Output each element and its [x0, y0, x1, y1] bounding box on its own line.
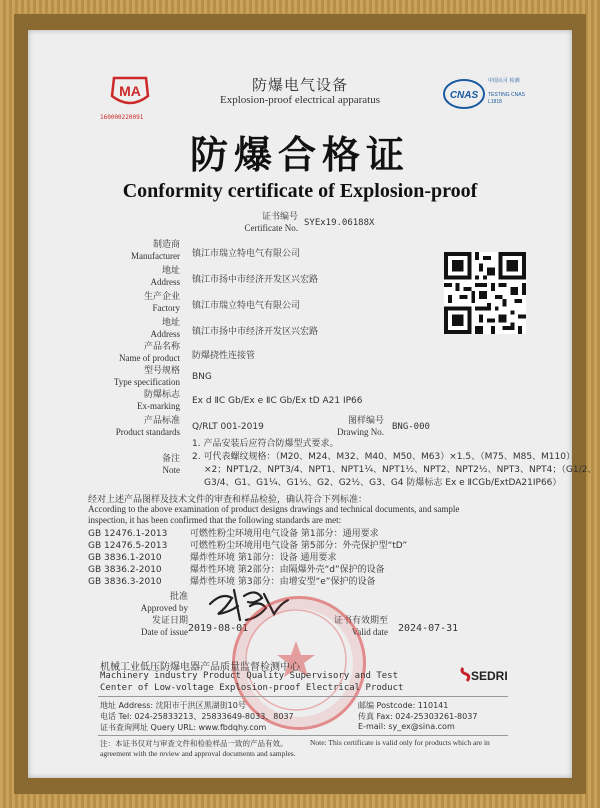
divider [98, 735, 508, 736]
footer-note-en-2: agreement with the review and approval documents and samples. [100, 749, 296, 758]
standard-code: GB 3836.1-2010 [88, 553, 162, 563]
cnas-cn-text: 中国认可 检测 [488, 78, 520, 84]
field-label-en: Type specification [113, 377, 180, 387]
examination-en-2: inspection, it has been confirmed that the following standards are met: [88, 515, 342, 525]
field-label-en: Manufacturer [131, 251, 180, 261]
field-value: 镇江市扬中市经济开发区兴宏路 [192, 327, 319, 337]
field-label-cn: 制造商 [152, 240, 180, 250]
cnas-en-text: TESTING CNAS L1818 [488, 92, 525, 105]
standard-code: GB 12476.5-2013 [88, 541, 168, 551]
org-name-en-2: Center of Low-voltage Explosion-proof Electrical Product [100, 683, 404, 693]
standard-desc: 爆炸性环境 第3部分：由增安型“e”保护的设备 [190, 577, 376, 587]
field-label-en: Address [150, 329, 180, 339]
org-name-cn: 机械工业低压防爆电器产品质量监督检测中心 [100, 662, 300, 673]
certificate-paper [28, 30, 597, 778]
standard-desc: 爆炸性环境 第1部分：设备 通用要求 [190, 553, 337, 563]
note-line: 2. 可代表螺纹规格：（M20、M24、M32、M40、M50、M63）×1.5、（M75、M85、M110） [192, 452, 575, 462]
sedri-logo-icon [460, 664, 508, 688]
standard-code: GB 12476.1-2013 [88, 529, 168, 539]
org-name-en-1: Machinery industry Product Quality Supervisory and Test [100, 671, 399, 681]
issue-label-cn: 发证日期 [151, 616, 188, 626]
field-label-en: Factory [152, 303, 180, 313]
field-label-cn: 型号规格 [143, 366, 180, 376]
certificate-number: SYEx19.06188X [304, 218, 375, 228]
title-cn: 防爆合格证 [189, 133, 410, 177]
field-label-en: Product standards [115, 427, 180, 437]
drawing-number: BNG-000 [392, 422, 430, 432]
field-label-en: Name of product [119, 353, 180, 363]
field-value: 镇江市瑞立特电气有限公司 [192, 249, 301, 259]
certificate-label-en: Certificate No. [244, 223, 298, 233]
note-label-cn: 备注 [161, 454, 180, 464]
note-lines [192, 438, 596, 490]
footer-note-en: Note: This certificate is valid only for products which are in [310, 738, 490, 747]
standards-list [88, 528, 407, 588]
note-line: G3/4、G1、G1¼、G1½、G2、G2½、G3、G4 防爆标志 Ex e ⅡCGb/ExtDA21IP66） [204, 478, 562, 488]
header-cn: 防爆电气设备 [251, 76, 348, 94]
field-label-en: Ex-marking [137, 401, 180, 411]
certificate-label-cn: 证书编号 [261, 212, 298, 222]
note-label-en: Note [162, 465, 180, 475]
valid-date: 2024-07-31 [398, 623, 459, 634]
footer-postcode: 邮编 Postcode: 110141 [358, 701, 449, 710]
cnas-mark-text: CNAS [449, 90, 479, 101]
drawing-label-en: Drawing No. [337, 427, 384, 437]
field-value: 镇江市瑞立特电气有限公司 [192, 301, 301, 311]
standard-row [88, 540, 407, 552]
field-label-cn: 生产企业 [143, 292, 180, 302]
ma-code: 160000220091 [100, 114, 144, 121]
note-line: 1. 产品安装后应符合防爆型式要求。 [192, 439, 339, 449]
footer-note-cn: 注：本证书仅对与审查文件和检验样品一致的产品有效。 [100, 739, 288, 748]
footer-address: 地址 Address: 沈阳市于洪区黑湖街10号 [100, 701, 246, 710]
standard-row [88, 552, 407, 564]
valid-label-en: Valid date [351, 627, 388, 637]
standard-desc: 爆炸性环境 第2部分：由隔爆外壳“d”保护的设备 [190, 565, 385, 575]
footer-fax: 传真 Fax: 024-25303261-8037 [358, 712, 478, 721]
footer-email: E-mail: sy_ex@sina.com [358, 722, 455, 731]
field-label-cn: 产品名称 [143, 342, 180, 352]
divider [98, 696, 508, 697]
footer-phone: 电话 Tel: 024-25833213、25833649-8033、8037 [100, 712, 294, 721]
qr-code-icon [444, 252, 526, 334]
note-line: ×2；NPT1/2、NPT3/4、NPT1、NPT1¼、NPT1½、NPT2、NPT2½、NPT3、NPT4；（G1/2、 [204, 465, 597, 475]
approved-label-cn: 批准 [169, 592, 188, 602]
examination-cn: 经对上述产品图样及技术文件的审查和样品检验，确认符合下列标准： [88, 495, 368, 505]
header-en: Explosion-proof electrical apparatus [219, 94, 381, 106]
field-label-cn: 防爆标志 [143, 390, 180, 400]
sedri-logo-text: SEDRI [471, 669, 508, 683]
field-value: 镇江市扬中市经济开发区兴宏路 [192, 275, 319, 285]
ma-logo-text: MA [119, 83, 141, 99]
standard-code: GB 3836.2-2010 [88, 565, 162, 575]
field-value: BNG [192, 372, 212, 382]
examination-en-1: According to the above examination of product designs drawings and technical documents, and sample [88, 504, 460, 514]
footer-url: 证书查询网址 Query URL: www.fbdqhy.com [100, 723, 267, 732]
title-en: Conformity certificate of Explosion-proof [122, 180, 478, 202]
standard-desc: 可燃性粉尘环境用电气设备 第5部分：外壳保护型“tD” [190, 541, 408, 551]
approved-label-en: Approved by [140, 603, 188, 613]
field-label-cn: 地址 [161, 318, 180, 328]
field-value: Ex d ⅡC Gb/Ex e ⅡC Gb/Ex tD A21 IP66 [192, 396, 363, 406]
standard-row [88, 528, 407, 540]
standard-row [88, 564, 407, 576]
valid-label-cn: 证书有效期至 [333, 616, 388, 626]
drawing-label-cn: 图样编号 [347, 416, 384, 426]
field-label-cn: 产品标准 [143, 416, 180, 426]
standard-desc: 可燃性粉尘环境用电气设备 第1部分：通用要求 [190, 529, 379, 539]
field-value: Q/RLT 001-2019 [192, 422, 264, 432]
field-value: 防爆挠性连接管 [192, 351, 256, 361]
cnas-logo-icon [440, 70, 530, 114]
issue-label-en: Date of issue [141, 627, 188, 637]
field-label-cn: 地址 [161, 266, 180, 276]
issue-date: 2019-08-01 [188, 623, 249, 634]
standard-code: GB 3836.3-2010 [88, 577, 162, 587]
field-label-en: Address [150, 277, 180, 287]
